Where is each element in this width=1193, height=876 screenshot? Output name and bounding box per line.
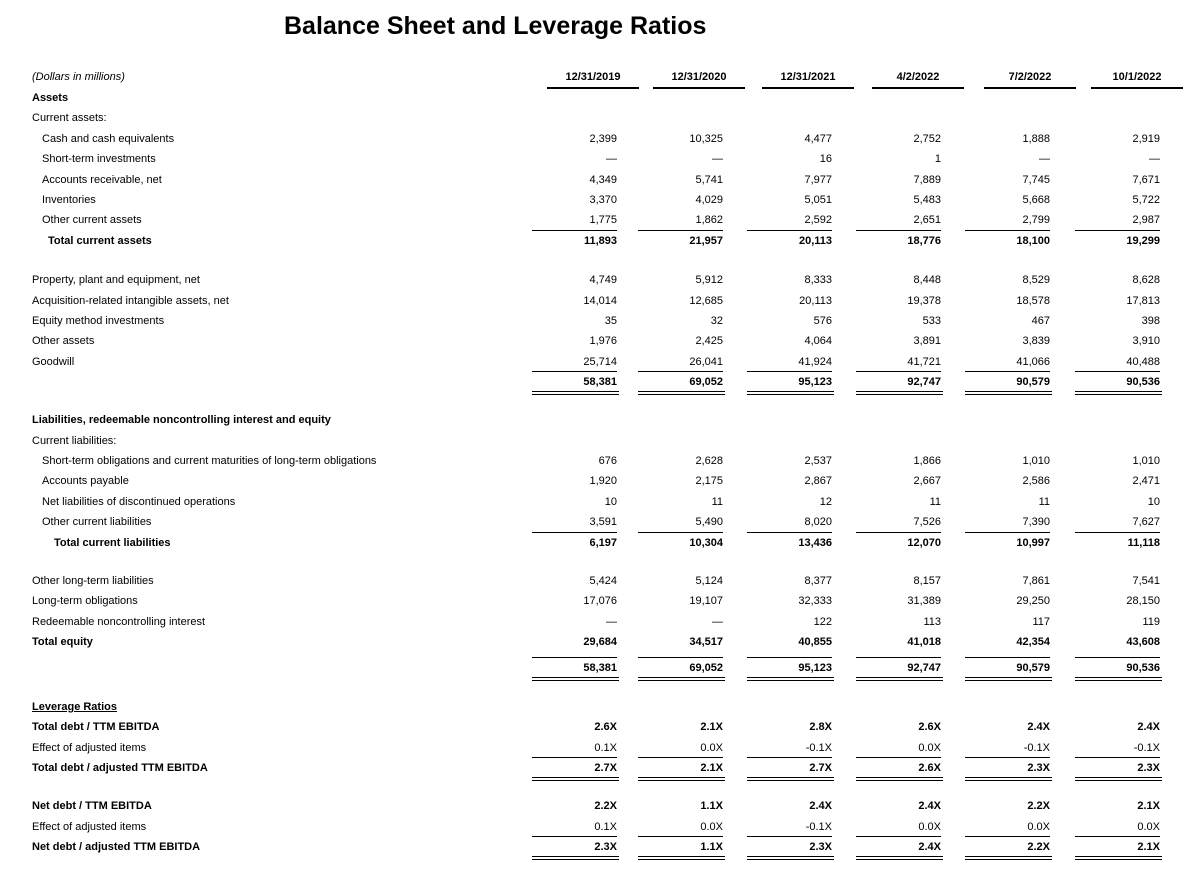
double-rule bbox=[856, 856, 943, 860]
double-rule bbox=[1075, 677, 1162, 681]
value-cell: 2,399 bbox=[589, 133, 617, 145]
value-cell: 20,113 bbox=[747, 230, 832, 248]
value-cell: 8,157 bbox=[913, 575, 941, 587]
table-row bbox=[0, 234, 1193, 254]
value-cell: -0.1X bbox=[1023, 742, 1050, 754]
value-cell: 398 bbox=[1141, 315, 1160, 327]
value-cell: 1,888 bbox=[1022, 133, 1050, 145]
value-cell: 7,977 bbox=[804, 174, 832, 186]
value-cell: 2,175 bbox=[695, 475, 723, 487]
value-cell: 2,628 bbox=[695, 455, 723, 467]
value-cell: 5,424 bbox=[589, 575, 617, 587]
value-cell: 29,250 bbox=[1016, 595, 1050, 607]
value-cell: 11 bbox=[1038, 496, 1050, 508]
value-cell: 1,010 bbox=[1022, 455, 1050, 467]
table-row bbox=[0, 413, 1193, 433]
value-cell: 8,333 bbox=[804, 274, 832, 286]
value-cell: 2.2X bbox=[1027, 800, 1050, 812]
page-title: Balance Sheet and Leverage Ratios bbox=[284, 12, 707, 40]
value-cell: 18,100 bbox=[965, 230, 1050, 248]
table-row bbox=[0, 294, 1193, 314]
value-cell: 5,051 bbox=[804, 194, 832, 206]
value-cell: 2.1X bbox=[1137, 800, 1160, 812]
table-row bbox=[0, 700, 1193, 720]
value-cell: 2,799 bbox=[1022, 214, 1050, 226]
value-cell: 117 bbox=[1032, 616, 1050, 628]
value-cell: 6,197 bbox=[532, 532, 617, 550]
value-cell: 1,976 bbox=[589, 335, 617, 347]
value-cell: 90,536 bbox=[1075, 657, 1160, 675]
value-cell: 2.4X bbox=[809, 800, 832, 812]
value-cell: 10 bbox=[1147, 496, 1160, 508]
row-label: Total debt / TTM EBITDA bbox=[32, 721, 160, 733]
row-label: Equity method investments bbox=[32, 315, 165, 327]
table-row bbox=[0, 474, 1193, 494]
double-rule bbox=[532, 391, 619, 395]
value-cell: 5,124 bbox=[695, 575, 723, 587]
value-cell: 5,490 bbox=[695, 516, 723, 528]
value-cell: 1 bbox=[934, 153, 941, 165]
value-cell: 0.0X bbox=[700, 742, 723, 754]
value-cell: 1,862 bbox=[695, 214, 723, 226]
column-header-row bbox=[0, 70, 1193, 90]
value-cell: 43,608 bbox=[1126, 636, 1160, 648]
double-rule bbox=[747, 777, 834, 781]
value-cell: 0.0X bbox=[1137, 821, 1160, 833]
row-label: Accounts payable bbox=[42, 475, 129, 487]
row-label: Current liabilities: bbox=[32, 435, 117, 447]
table-row bbox=[0, 840, 1193, 860]
value-cell: 34,517 bbox=[689, 636, 723, 648]
row-label: Long-term obligations bbox=[32, 595, 138, 607]
table-row bbox=[0, 594, 1193, 614]
double-rule bbox=[747, 677, 834, 681]
value-cell: 2.4X bbox=[1137, 721, 1160, 733]
value-cell: 2,425 bbox=[695, 335, 723, 347]
value-cell: 8,628 bbox=[1132, 274, 1160, 286]
value-cell: 90,536 bbox=[1075, 371, 1160, 389]
table-row bbox=[0, 273, 1193, 293]
value-cell: 3,839 bbox=[1022, 335, 1050, 347]
value-cell: 4,749 bbox=[589, 274, 617, 286]
value-cell: 2,586 bbox=[1022, 475, 1050, 487]
value-cell: 1,775 bbox=[589, 214, 617, 226]
row-label: Other long-term liabilities bbox=[32, 575, 154, 587]
row-label: Current assets: bbox=[32, 112, 107, 124]
value-cell: 90,579 bbox=[965, 657, 1050, 675]
value-cell: 2.4X bbox=[856, 836, 941, 854]
value-cell: 17,813 bbox=[1126, 295, 1160, 307]
double-rule bbox=[856, 677, 943, 681]
double-rule bbox=[856, 391, 943, 395]
double-rule bbox=[1075, 856, 1162, 860]
value-cell: 12,685 bbox=[689, 295, 723, 307]
value-cell: 21,957 bbox=[638, 230, 723, 248]
value-cell: 7,889 bbox=[913, 174, 941, 186]
value-cell: 7,627 bbox=[1132, 516, 1160, 528]
value-cell: 2.3X bbox=[1075, 757, 1160, 775]
value-cell: 2.4X bbox=[1027, 721, 1050, 733]
table-row bbox=[0, 615, 1193, 635]
value-cell: 5,741 bbox=[695, 174, 723, 186]
value-cell: 2,651 bbox=[913, 214, 941, 226]
value-cell: 2.8X bbox=[809, 721, 832, 733]
value-cell: 2.2X bbox=[965, 836, 1050, 854]
row-label: Other current assets bbox=[42, 214, 142, 226]
value-cell: 8,377 bbox=[804, 575, 832, 587]
value-cell: 7,861 bbox=[1022, 575, 1050, 587]
value-cell: 12 bbox=[819, 496, 832, 508]
double-rule bbox=[747, 391, 834, 395]
value-cell: 19,299 bbox=[1075, 230, 1160, 248]
value-cell: 41,721 bbox=[907, 356, 941, 368]
value-cell: 32,333 bbox=[798, 595, 832, 607]
value-cell: 8,448 bbox=[913, 274, 941, 286]
value-cell: 113 bbox=[923, 616, 941, 628]
value-cell: 2.7X bbox=[532, 757, 617, 775]
value-cell: — bbox=[1039, 153, 1050, 165]
value-cell: 41,924 bbox=[798, 356, 832, 368]
value-cell: 5,483 bbox=[913, 194, 941, 206]
table-row bbox=[0, 661, 1193, 681]
table-row bbox=[0, 454, 1193, 474]
value-cell: 4,349 bbox=[589, 174, 617, 186]
row-label: Total debt / adjusted TTM EBITDA bbox=[32, 762, 208, 774]
value-cell: 0.0X bbox=[918, 821, 941, 833]
value-cell: 467 bbox=[1031, 315, 1050, 327]
value-cell: 16 bbox=[819, 153, 832, 165]
value-cell: 2.2X bbox=[594, 800, 617, 812]
value-cell: 10,997 bbox=[965, 532, 1050, 550]
value-cell: 2,752 bbox=[913, 133, 941, 145]
value-cell: 1,866 bbox=[913, 455, 941, 467]
double-rule bbox=[965, 856, 1052, 860]
value-cell: 10 bbox=[604, 496, 617, 508]
value-cell: 1,920 bbox=[589, 475, 617, 487]
value-cell: 2.1X bbox=[638, 757, 723, 775]
value-cell: 19,107 bbox=[689, 595, 723, 607]
double-rule bbox=[638, 391, 725, 395]
double-rule bbox=[1075, 391, 1162, 395]
value-cell: — bbox=[606, 153, 617, 165]
double-rule bbox=[638, 856, 725, 860]
row-label: Total current liabilities bbox=[54, 537, 171, 549]
value-cell: 19,378 bbox=[907, 295, 941, 307]
value-cell: 42,354 bbox=[1016, 636, 1050, 648]
double-rule bbox=[638, 777, 725, 781]
value-cell: -0.1X bbox=[805, 821, 832, 833]
row-label: Accounts receivable, net bbox=[42, 174, 162, 186]
value-cell: 14,014 bbox=[583, 295, 617, 307]
double-rule bbox=[747, 856, 834, 860]
value-cell: 7,671 bbox=[1132, 174, 1160, 186]
value-cell: 576 bbox=[813, 315, 832, 327]
value-cell: 2,471 bbox=[1132, 475, 1160, 487]
double-rule bbox=[532, 856, 619, 860]
double-rule bbox=[965, 391, 1052, 395]
value-cell: 2,537 bbox=[804, 455, 832, 467]
value-cell: 20,113 bbox=[799, 295, 832, 307]
double-rule bbox=[532, 677, 619, 681]
double-rule bbox=[856, 777, 943, 781]
value-cell: 2,667 bbox=[913, 475, 941, 487]
value-cell: 13,436 bbox=[747, 532, 832, 550]
value-cell: 12,070 bbox=[856, 532, 941, 550]
table-row bbox=[0, 314, 1193, 334]
value-cell: -0.1X bbox=[1133, 742, 1160, 754]
value-cell: 7,390 bbox=[1022, 516, 1050, 528]
row-label: Total equity bbox=[32, 636, 93, 648]
table-row bbox=[0, 111, 1193, 131]
value-cell: 32 bbox=[710, 315, 723, 327]
value-cell: 122 bbox=[813, 616, 832, 628]
value-cell: 2.1X bbox=[700, 721, 723, 733]
column-header: 7/2/2022 bbox=[984, 70, 1076, 89]
row-label: Assets bbox=[32, 92, 69, 104]
value-cell: 69,052 bbox=[638, 371, 723, 389]
value-cell: 95,123 bbox=[747, 371, 832, 389]
value-cell: 2.7X bbox=[747, 757, 832, 775]
table-row bbox=[0, 720, 1193, 740]
double-rule bbox=[532, 777, 619, 781]
value-cell: 5,912 bbox=[695, 274, 723, 286]
value-cell: 41,066 bbox=[1016, 356, 1050, 368]
value-cell: — bbox=[1149, 153, 1160, 165]
table-row bbox=[0, 173, 1193, 193]
value-cell: 2.6X bbox=[594, 721, 617, 733]
double-rule bbox=[965, 777, 1052, 781]
value-cell: 0.0X bbox=[700, 821, 723, 833]
value-cell: 58,381 bbox=[532, 657, 617, 675]
value-cell: -0.1X bbox=[805, 742, 832, 754]
value-cell: 41,018 bbox=[907, 636, 941, 648]
value-cell: 11,118 bbox=[1075, 532, 1160, 550]
value-cell: 4,064 bbox=[804, 335, 832, 347]
row-label: Short-term investments bbox=[42, 153, 156, 165]
value-cell: 58,381 bbox=[532, 371, 617, 389]
value-cell: 28,150 bbox=[1126, 595, 1160, 607]
value-cell: 2.3X bbox=[747, 836, 832, 854]
row-label: Cash and cash equivalents bbox=[42, 133, 175, 145]
value-cell: 119 bbox=[1142, 616, 1160, 628]
value-cell: 10,325 bbox=[689, 133, 723, 145]
value-cell: 1,010 bbox=[1132, 455, 1160, 467]
value-cell: 0.0X bbox=[918, 742, 941, 754]
value-cell: 29,684 bbox=[583, 636, 617, 648]
value-cell: 40,855 bbox=[798, 636, 832, 648]
table-row bbox=[0, 536, 1193, 556]
value-cell: 2.1X bbox=[1075, 836, 1160, 854]
value-cell: 31,389 bbox=[907, 595, 941, 607]
table-row bbox=[0, 152, 1193, 172]
value-cell: 1.1X bbox=[638, 836, 723, 854]
table-row bbox=[0, 635, 1193, 655]
value-cell: — bbox=[712, 153, 723, 165]
table-row bbox=[0, 434, 1193, 454]
value-cell: 17,076 bbox=[583, 595, 617, 607]
row-label: Other assets bbox=[32, 335, 95, 347]
value-cell: 2.4X bbox=[918, 800, 941, 812]
row-label: Goodwill bbox=[32, 356, 75, 368]
value-cell: 2.3X bbox=[532, 836, 617, 854]
column-header: 12/31/2021 bbox=[762, 70, 854, 89]
column-header: 10/1/2022 bbox=[1091, 70, 1183, 89]
value-cell: — bbox=[712, 616, 723, 628]
value-cell: 90,579 bbox=[965, 371, 1050, 389]
double-rule bbox=[1075, 777, 1162, 781]
row-label: Effect of adjusted items bbox=[32, 821, 147, 833]
value-cell: 5,668 bbox=[1022, 194, 1050, 206]
table-row bbox=[0, 91, 1193, 111]
value-cell: 0.0X bbox=[1027, 821, 1050, 833]
column-header: 12/31/2020 bbox=[653, 70, 745, 89]
value-cell: 8,020 bbox=[804, 516, 832, 528]
value-cell: 18,578 bbox=[1016, 295, 1050, 307]
table-row bbox=[0, 761, 1193, 781]
table-row bbox=[0, 574, 1193, 594]
value-cell: 1.1X bbox=[700, 800, 723, 812]
row-label: Effect of adjusted items bbox=[32, 742, 147, 754]
value-cell: 26,041 bbox=[689, 356, 723, 368]
value-cell: 2,592 bbox=[804, 214, 832, 226]
value-cell: 3,891 bbox=[913, 335, 941, 347]
value-cell: 0.1X bbox=[594, 821, 617, 833]
value-cell: 11 bbox=[711, 496, 723, 508]
units-label: (Dollars in millions) bbox=[32, 71, 125, 83]
value-cell: 2.3X bbox=[965, 757, 1050, 775]
row-label: Inventories bbox=[42, 194, 96, 206]
double-rule bbox=[965, 677, 1052, 681]
value-cell: 35 bbox=[604, 315, 617, 327]
value-cell: 40,488 bbox=[1126, 356, 1160, 368]
value-cell: 92,747 bbox=[856, 371, 941, 389]
value-cell: 11,893 bbox=[532, 230, 617, 248]
value-cell: 3,370 bbox=[589, 194, 617, 206]
value-cell: 7,541 bbox=[1132, 575, 1160, 587]
table-row bbox=[0, 334, 1193, 354]
value-cell: 676 bbox=[598, 455, 617, 467]
value-cell: 10,304 bbox=[638, 532, 723, 550]
value-cell: 5,722 bbox=[1132, 194, 1160, 206]
column-header: 12/31/2019 bbox=[547, 70, 639, 89]
row-label: Net debt / TTM EBITDA bbox=[32, 800, 152, 812]
row-label: Net liabilities of discontinued operations bbox=[42, 496, 236, 508]
value-cell: 95,123 bbox=[747, 657, 832, 675]
column-header: 4/2/2022 bbox=[872, 70, 964, 89]
value-cell: 2.6X bbox=[918, 721, 941, 733]
row-label: Leverage Ratios bbox=[32, 701, 117, 713]
table-row bbox=[0, 799, 1193, 819]
table-row bbox=[0, 132, 1193, 152]
value-cell: 69,052 bbox=[638, 657, 723, 675]
row-label: Liabilities, redeemable noncontrolling interest and equity bbox=[32, 414, 331, 426]
row-label: Redeemable noncontrolling interest bbox=[32, 616, 206, 628]
value-cell: 11 bbox=[929, 496, 941, 508]
row-label: Total current assets bbox=[48, 235, 152, 247]
value-cell: — bbox=[606, 616, 617, 628]
row-label: Acquisition-related intangible assets, net bbox=[32, 295, 229, 307]
row-label: Net debt / adjusted TTM EBITDA bbox=[32, 841, 201, 853]
value-cell: 2,987 bbox=[1132, 214, 1160, 226]
value-cell: 8,529 bbox=[1022, 274, 1050, 286]
double-rule bbox=[638, 677, 725, 681]
row-label: Property, plant and equipment, net bbox=[32, 274, 200, 286]
value-cell: 25,714 bbox=[583, 356, 617, 368]
value-cell: 18,776 bbox=[856, 230, 941, 248]
value-cell: 4,477 bbox=[804, 133, 832, 145]
value-cell: 92,747 bbox=[856, 657, 941, 675]
value-cell: 0.1X bbox=[594, 742, 617, 754]
table-row bbox=[0, 495, 1193, 515]
value-cell: 2,867 bbox=[804, 475, 832, 487]
table-row bbox=[0, 375, 1193, 395]
row-label: Other current liabilities bbox=[42, 516, 152, 528]
value-cell: 3,591 bbox=[589, 516, 617, 528]
value-cell: 4,029 bbox=[695, 194, 723, 206]
value-cell: 2,919 bbox=[1132, 133, 1160, 145]
table-row bbox=[0, 193, 1193, 213]
value-cell: 2.6X bbox=[856, 757, 941, 775]
value-cell: 7,745 bbox=[1022, 174, 1050, 186]
row-label: Short-term obligations and current maturities of long-term obligations bbox=[42, 455, 377, 467]
value-cell: 3,910 bbox=[1132, 335, 1160, 347]
value-cell: 533 bbox=[922, 315, 941, 327]
value-cell: 7,526 bbox=[913, 516, 941, 528]
